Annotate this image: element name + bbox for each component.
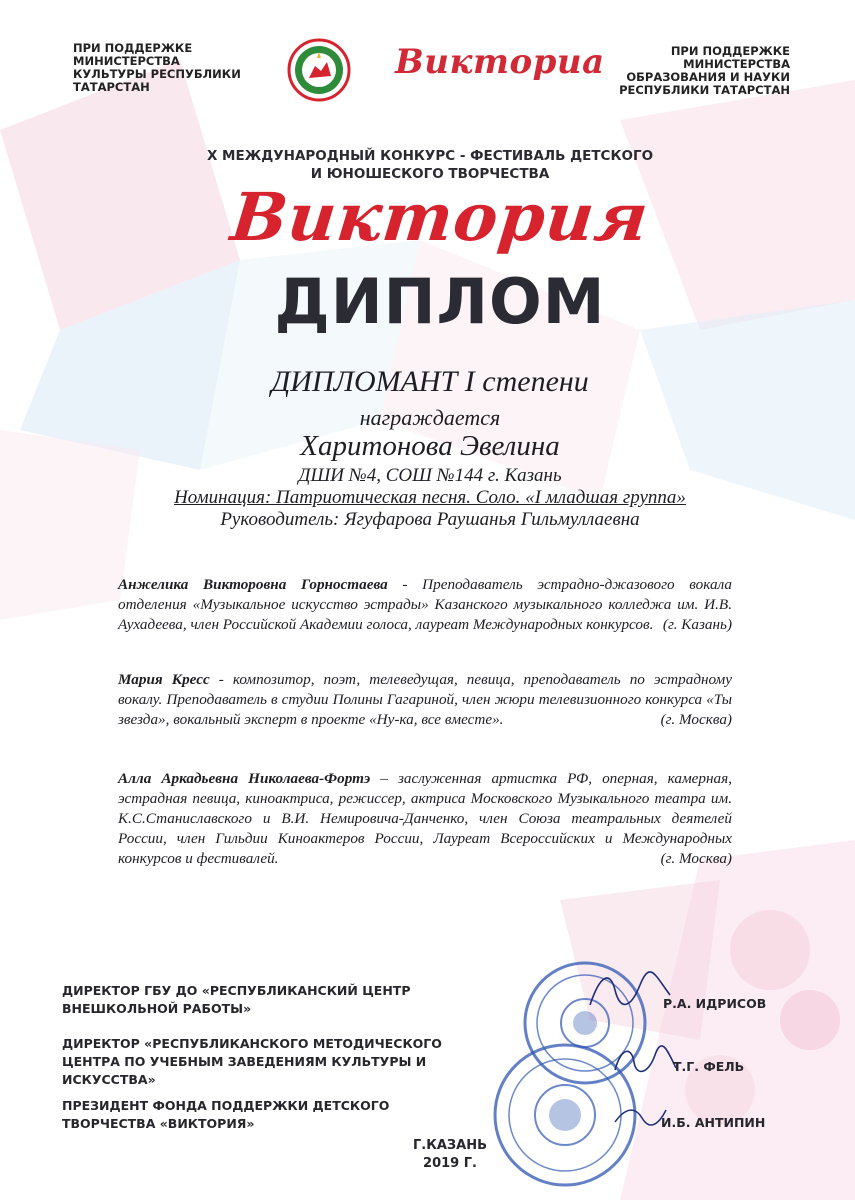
signatory-title-line: ВНЕШКОЛЬНОЙ РАБОТЫ»: [62, 1001, 252, 1016]
support-right-line: МИНИСТЕРСТВА: [683, 57, 790, 71]
jury-member-bio: - Преподаватель эстрадно-джазового вокала отделения «Музыкальное искусство эстрады» Казанского музыкального колледжа им. И.В. Аухадеева, член Российской Академии голоса, лауреат Международных конкурсов.: [118, 576, 732, 633]
support-right-line: ОБРАЗОВАНИЯ И НАУКИ: [626, 70, 790, 84]
awarded-label: награждается: [359, 405, 501, 430]
handwritten-signature-icon: [585, 965, 675, 1015]
victoria-brand-logo: Викториа: [395, 42, 605, 82]
support-left-line: ТАТАРСТАН: [73, 80, 150, 94]
signatory-title-line: ДИРЕКТОР «РЕСПУБЛИКАНСКОГО МЕТОДИЧЕСКОГО: [62, 1036, 442, 1051]
support-right-line: ПРИ ПОДДЕРЖКЕ: [670, 44, 790, 58]
signatory-title-line: ДИРЕКТОР ГБУ ДО «РЕСПУБЛИКАНСКИЙ ЦЕНТР: [62, 983, 411, 998]
document-title: ДИПЛОМ: [274, 265, 606, 338]
award-degree: ДИПЛОМАНТ I степени: [271, 365, 589, 398]
leader: Руководитель: Ягуфарова Раушанья Гильмуллаевна: [220, 509, 640, 530]
jury-member-city: (г. Москва): [660, 850, 732, 867]
signatory-name: И.Б. АНТИПИН: [661, 1115, 766, 1130]
support-left-line: МИНИСТЕРСТВА: [73, 54, 180, 68]
contest-script-title: Виктория: [227, 178, 653, 256]
jury-member: [118, 575, 732, 635]
handwritten-signature-icon: [610, 1040, 680, 1080]
jury-member-bio: - композитор, поэт, телеведущая, певица, преподаватель по эстрадному вокалу. Преподаватель в студии Полины Гагариной, член жюри телевизионного конкурса «Ты звезда», вокальный эксперт в проекте «Ну-ка, все вместе».: [118, 671, 732, 728]
support-left-line: ПРИ ПОДДЕРЖКЕ: [73, 41, 193, 55]
signatory-title-line: ЦЕНТРА ПО УЧЕБНЫМ ЗАВЕДЕНИЯМ КУЛЬТУРЫ И ИСКУССТВА»: [62, 1054, 427, 1087]
jury-member: [118, 670, 732, 730]
signatory-title-line: ТВОРЧЕСТВА «ВИКТОРИЯ»: [62, 1116, 255, 1131]
support-education-ministry: [600, 45, 790, 97]
signatory-name: Т.Г. ФЕЛЬ: [673, 1059, 745, 1074]
jury-member: [118, 769, 732, 869]
signatory-name: Р.А. ИДРИСОВ: [663, 996, 767, 1011]
jury-member-bio: – заслуженная артистка РФ, оперная, камерная, эстрадная певица, киноактриса, режиссер, актриса Московского Музыкального театра им. К.С.Станиславского и В.И. Немировича-Данченко, член Союза театральных деятелей России, член Гильдии Киноактеров России, Лауреат Всероссийских и Международных конкурсов и фестивалей.: [118, 770, 732, 867]
recipient-name: Харитонова Эвелина: [300, 430, 560, 462]
issue-city: Г.КАЗАНЬ: [413, 1138, 487, 1153]
jury-member-name: Мария Кресс: [118, 671, 210, 688]
support-right-line: РЕСПУБЛИКИ ТАТАРСТАН: [619, 83, 790, 97]
signatory-title: [62, 1097, 422, 1133]
tatarstan-emblem-icon: [287, 38, 351, 102]
recipient-school: ДШИ №4, СОШ №144 г. Казань: [298, 465, 562, 486]
contest-line-2: И ЮНОШЕСКОГО ТВОРЧЕСТВА: [310, 166, 550, 182]
jury-member-city: (г. Москва): [660, 711, 732, 728]
support-culture-ministry: [73, 42, 273, 94]
signatory-title: [62, 982, 462, 1018]
jury-member-name: Алла Аркадьевна Николаева-Фортэ: [118, 770, 371, 787]
signatory-title-line: ПРЕЗИДЕНТ ФОНДА ПОДДЕРЖКИ ДЕТСКОГО: [62, 1098, 390, 1113]
signatory-title: [62, 1035, 502, 1089]
jury-member-name: Анжелика Викторовна Горностаева: [118, 576, 388, 593]
contest-line-1: X МЕЖДУНАРОДНЫЙ КОНКУРС - ФЕСТИВАЛЬ ДЕТСКОГО: [206, 148, 654, 164]
jury-member-city: (г. Казань): [662, 616, 732, 633]
support-left-line: КУЛЬТУРЫ РЕСПУБЛИКИ: [73, 67, 241, 81]
issue-place-date: [390, 1137, 510, 1173]
issue-year: 2019 Г.: [423, 1156, 477, 1171]
nomination: Номинация: Патриотическая песня. Соло. «I младшая группа»: [174, 487, 686, 508]
